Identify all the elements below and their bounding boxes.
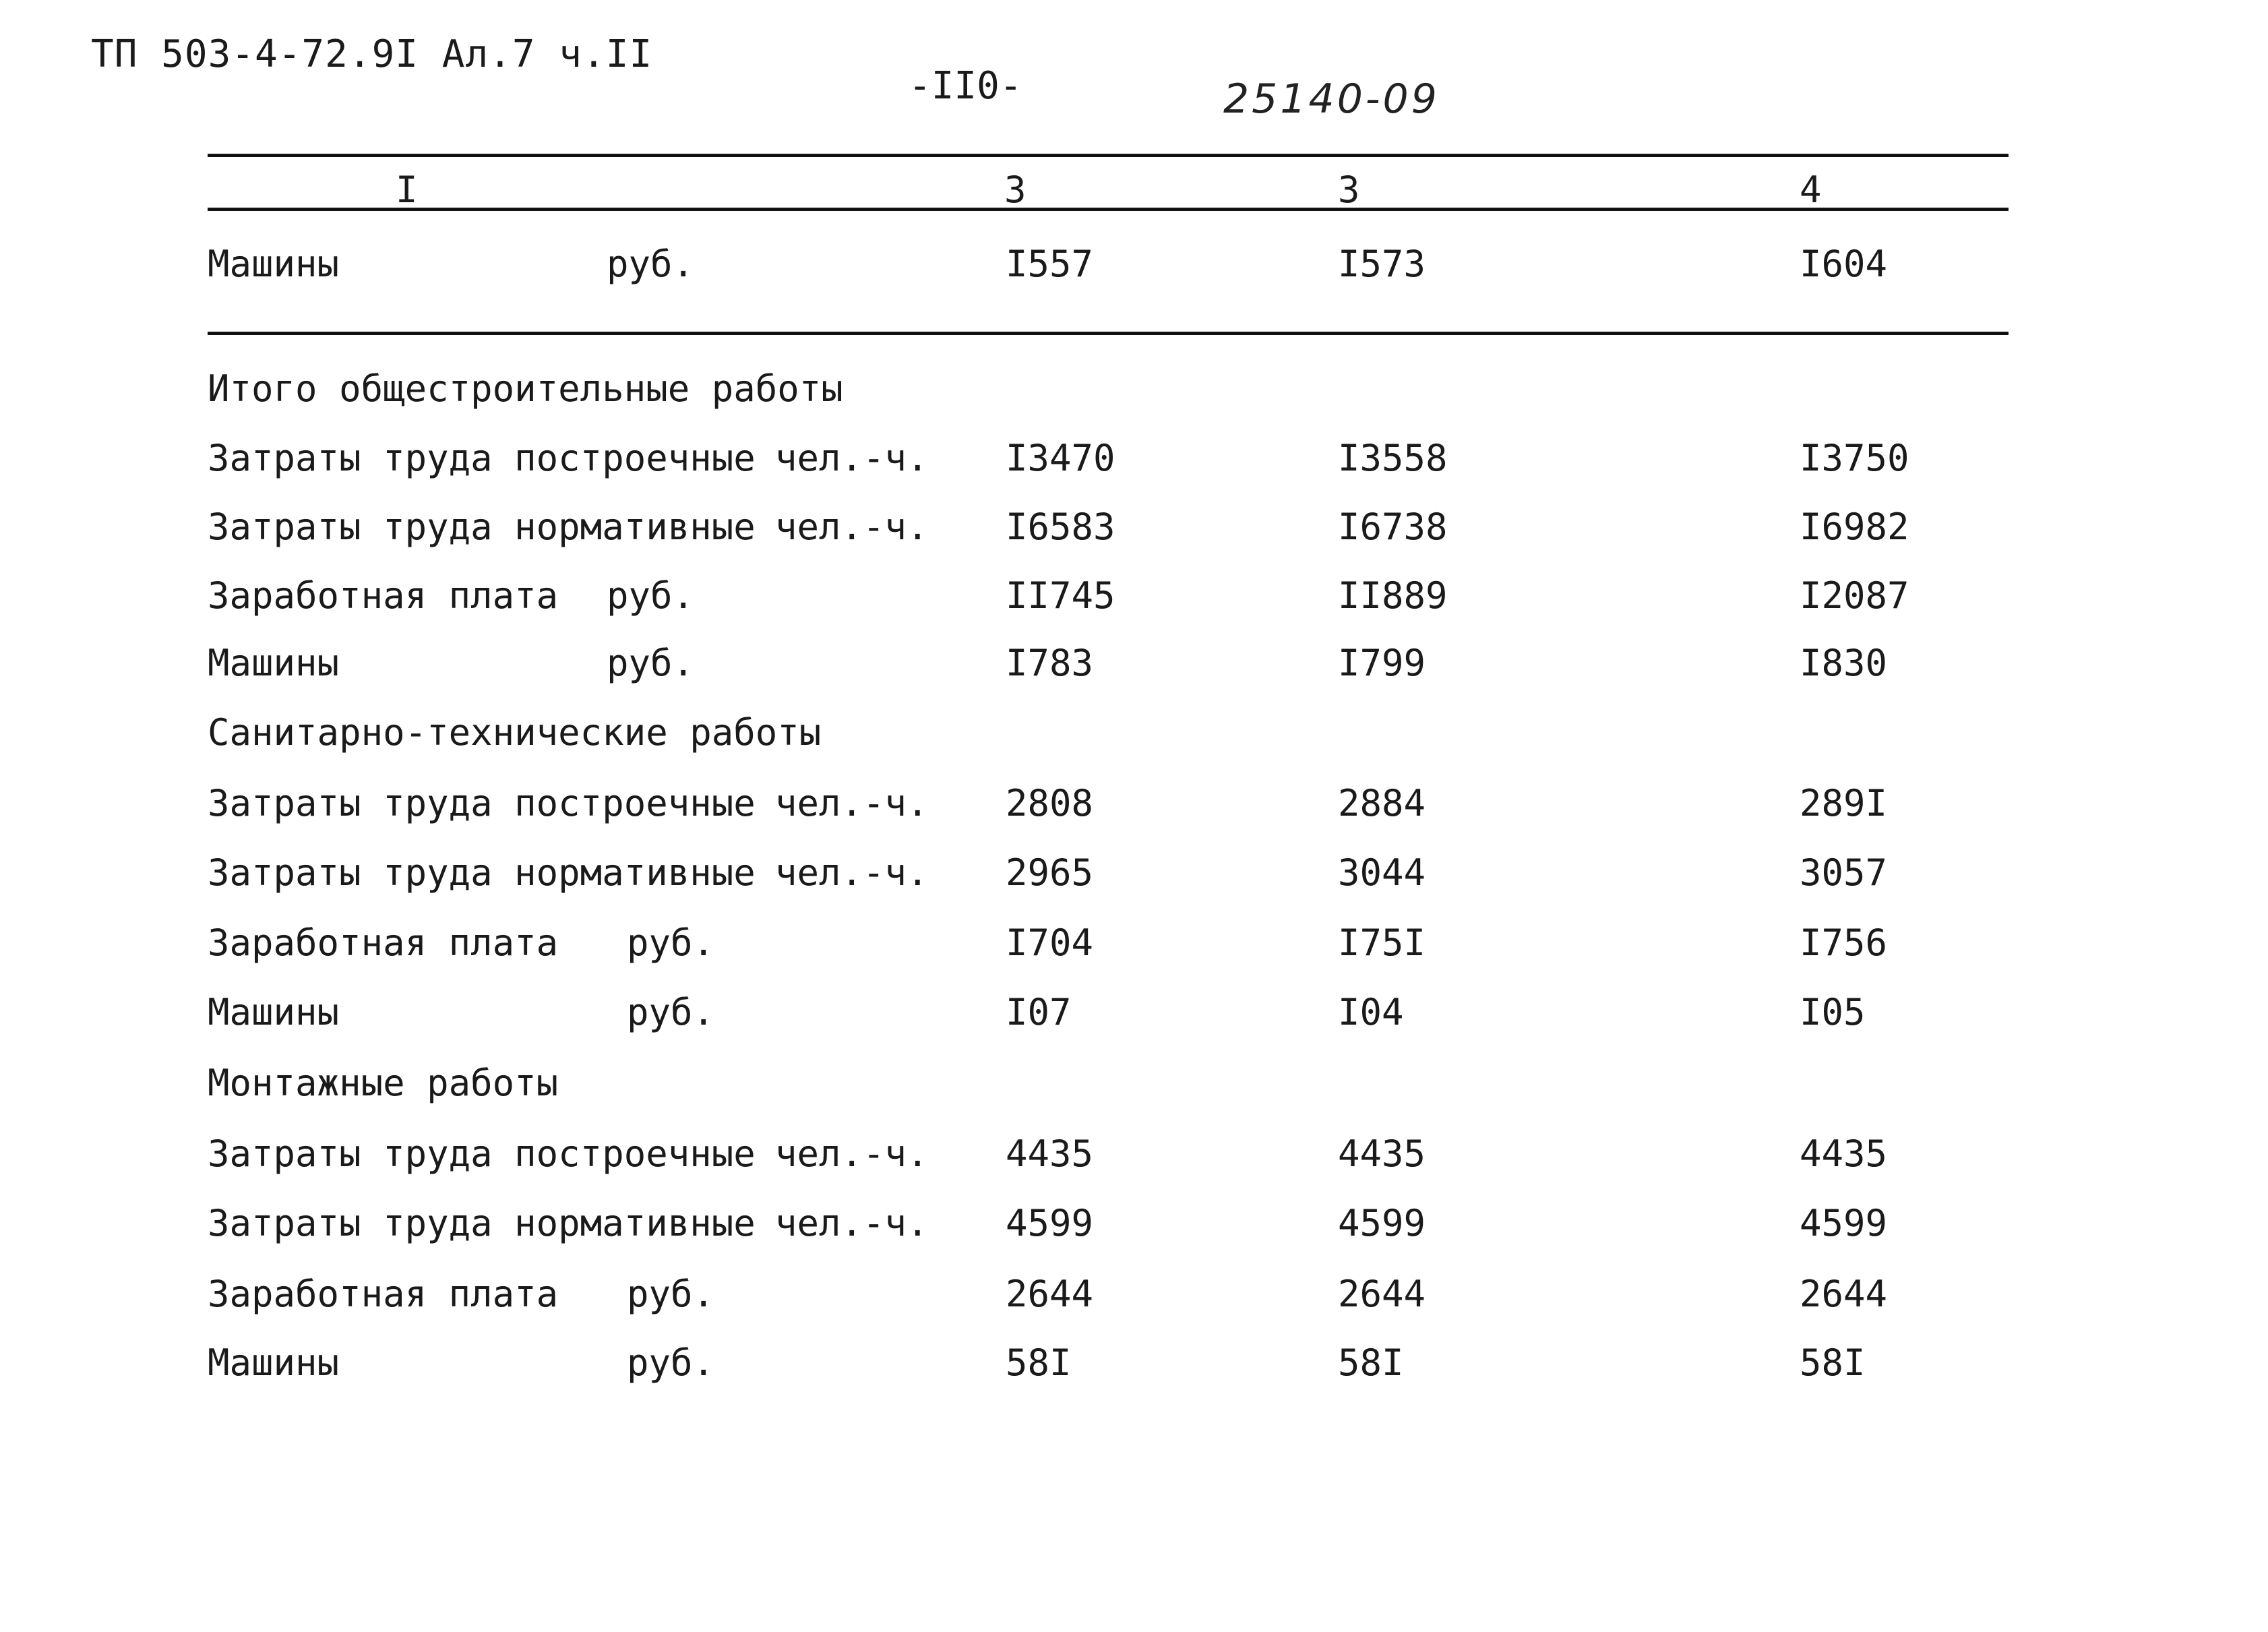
row-unit: руб. bbox=[627, 991, 715, 1033]
row-value-col4: I830 bbox=[1800, 642, 1888, 684]
row-value-col2: 58I bbox=[1006, 1341, 1072, 1384]
row-unit: руб. bbox=[627, 921, 715, 964]
page-number: -II0- bbox=[909, 64, 1022, 108]
row-unit: чел.-ч. bbox=[775, 851, 929, 894]
row-value-col3: 3044 bbox=[1338, 851, 1426, 894]
row-value-col4: I2087 bbox=[1800, 574, 1909, 617]
row-label: Машины bbox=[208, 991, 340, 1033]
header-bottom-rule bbox=[208, 208, 2009, 211]
row-unit: руб. bbox=[607, 243, 695, 285]
row-unit: руб. bbox=[627, 1341, 715, 1384]
row-value-col2: 4599 bbox=[1006, 1202, 1094, 1244]
row-value-col2: I6583 bbox=[1006, 506, 1115, 548]
row-value-col4: 2644 bbox=[1800, 1273, 1888, 1315]
column-header-4: 4 bbox=[1800, 169, 1822, 211]
row-value-col4: 4435 bbox=[1800, 1132, 1888, 1175]
document-code: ТП 503-4-72.9I Ал.7 ч.II bbox=[91, 32, 653, 76]
row-value-col4: I604 bbox=[1800, 243, 1888, 285]
row-value-col3: I04 bbox=[1338, 991, 1404, 1033]
row-value-col3: I573 bbox=[1338, 243, 1426, 285]
row-unit: чел.-ч. bbox=[775, 1132, 929, 1175]
row-value-col2: I3470 bbox=[1006, 437, 1115, 479]
column-header-2: 3 bbox=[1004, 169, 1026, 211]
row-value-col3: 4435 bbox=[1338, 1132, 1426, 1175]
row-unit: чел.-ч. bbox=[775, 782, 929, 824]
table-top-rule bbox=[208, 154, 2009, 157]
row-value-col4: 289I bbox=[1800, 782, 1888, 824]
row-value-col3: I799 bbox=[1338, 642, 1426, 684]
row-value-col2: I557 bbox=[1006, 243, 1094, 285]
row-value-col4: 3057 bbox=[1800, 851, 1888, 894]
row-label: Машины bbox=[208, 1341, 340, 1384]
row-label: Заработная плата bbox=[208, 921, 559, 964]
row-label: Затраты труда построечные bbox=[208, 437, 756, 479]
row-value-col3: I75I bbox=[1338, 921, 1426, 964]
row-unit: чел.-ч. bbox=[775, 1202, 929, 1244]
separator-rule bbox=[208, 332, 2009, 335]
row-value-col3: 58I bbox=[1338, 1341, 1404, 1384]
row-value-col3: I6738 bbox=[1338, 506, 1448, 548]
row-label: Затраты труда нормативные bbox=[208, 1202, 756, 1244]
column-header-3: 3 bbox=[1338, 169, 1360, 211]
handwritten-number: 25140-09 bbox=[1223, 75, 1440, 123]
row-unit: чел.-ч. bbox=[775, 437, 929, 479]
row-unit: чел.-ч. bbox=[775, 506, 929, 548]
row-value-col2: 4435 bbox=[1006, 1132, 1094, 1175]
row-unit: руб. bbox=[607, 642, 695, 684]
section-title: Монтажные работы bbox=[208, 1062, 559, 1104]
row-label: Заработная плата bbox=[208, 1273, 559, 1315]
row-value-col4: I756 bbox=[1800, 921, 1888, 964]
row-unit: руб. bbox=[607, 574, 695, 617]
row-label: Затраты труда нормативные bbox=[208, 851, 756, 894]
row-value-col2: 2965 bbox=[1006, 851, 1094, 894]
row-value-col2: I704 bbox=[1006, 921, 1094, 964]
row-label: Машины bbox=[208, 243, 340, 285]
row-value-col3: 2644 bbox=[1338, 1273, 1426, 1315]
row-value-col2: I07 bbox=[1006, 991, 1072, 1033]
row-value-col2: II745 bbox=[1006, 574, 1115, 617]
row-value-col3: I3558 bbox=[1338, 437, 1448, 479]
row-value-col4: 58I bbox=[1800, 1341, 1866, 1384]
row-label: Затраты труда построечные bbox=[208, 782, 756, 824]
row-label: Заработная плата bbox=[208, 574, 559, 617]
column-header-1: I bbox=[396, 169, 418, 211]
section-title: Санитарно-технические работы bbox=[208, 711, 822, 754]
row-value-col2: 2644 bbox=[1006, 1273, 1094, 1315]
row-label: Затраты труда построечные bbox=[208, 1132, 756, 1175]
row-unit: руб. bbox=[627, 1273, 715, 1315]
row-value-col3: 2884 bbox=[1338, 782, 1426, 824]
row-value-col4: I6982 bbox=[1800, 506, 1909, 548]
row-value-col4: I05 bbox=[1800, 991, 1866, 1033]
row-value-col2: 2808 bbox=[1006, 782, 1094, 824]
row-value-col4: I3750 bbox=[1800, 437, 1909, 479]
row-value-col3: II889 bbox=[1338, 574, 1448, 617]
row-value-col2: I783 bbox=[1006, 642, 1094, 684]
row-value-col3: 4599 bbox=[1338, 1202, 1426, 1244]
row-value-col4: 4599 bbox=[1800, 1202, 1888, 1244]
row-label: Машины bbox=[208, 642, 340, 684]
section-title: Итого общестроительные работы bbox=[208, 367, 843, 410]
row-label: Затраты труда нормативные bbox=[208, 506, 756, 548]
